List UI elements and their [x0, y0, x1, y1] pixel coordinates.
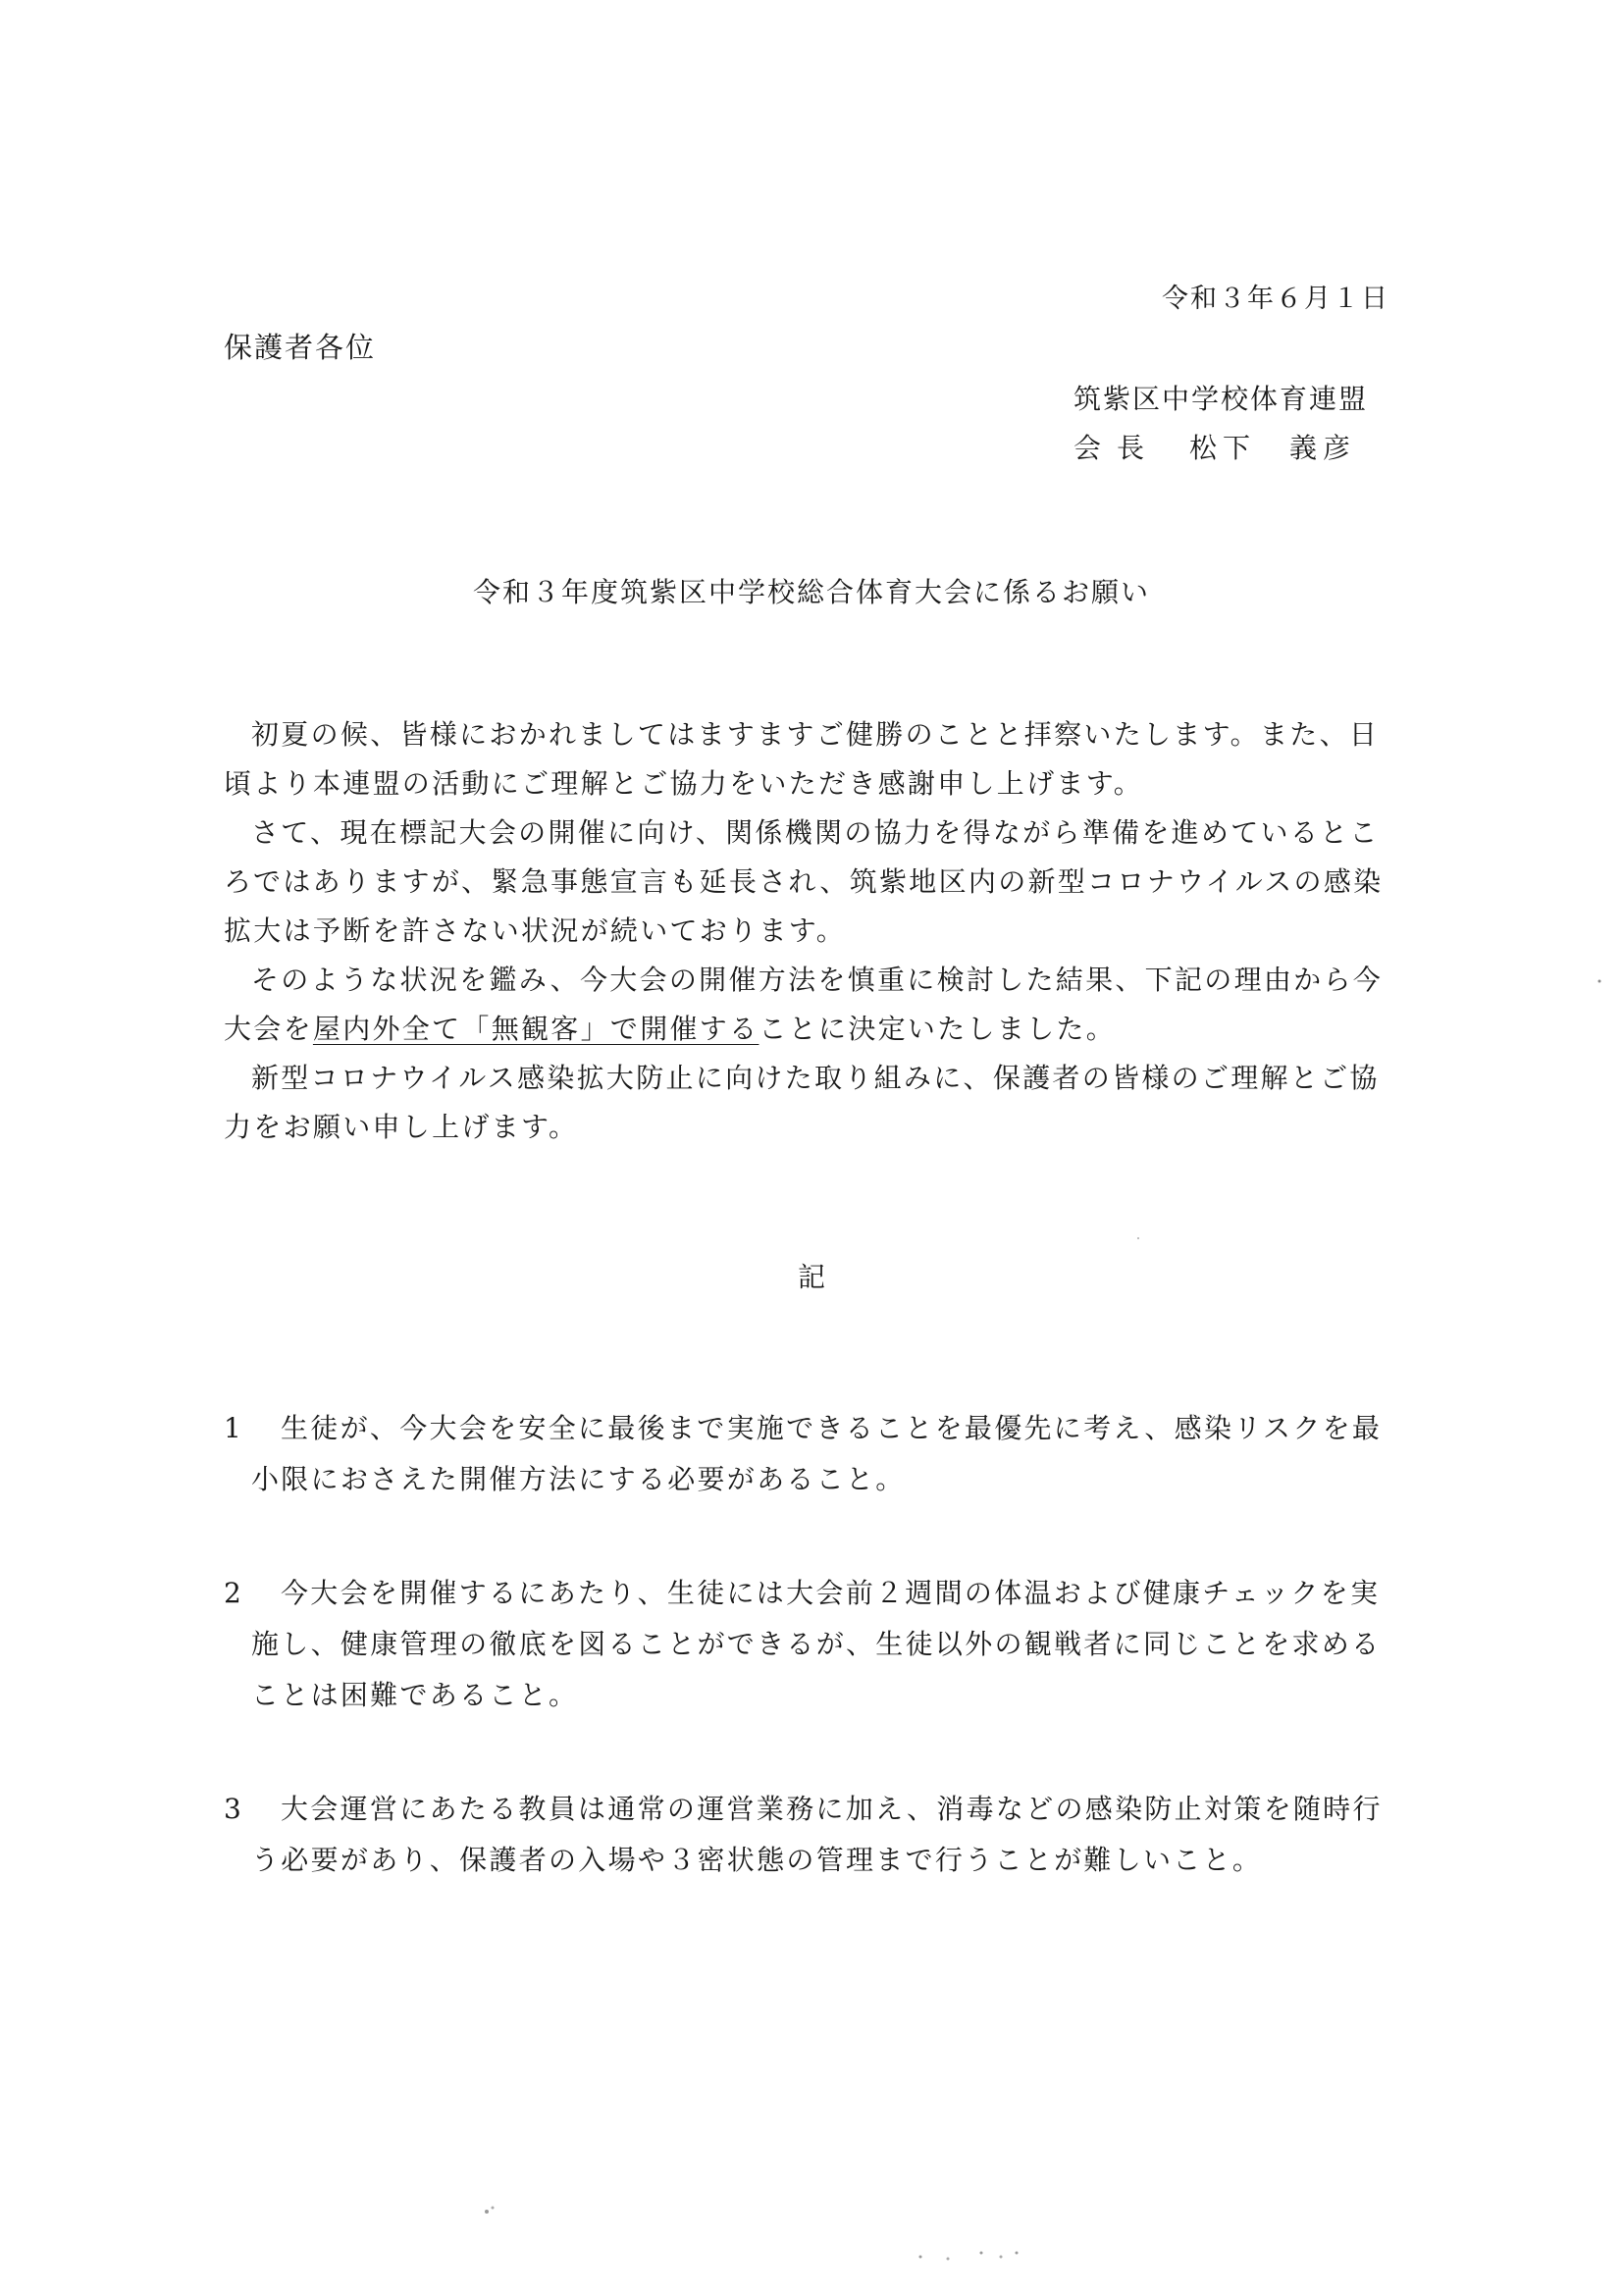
body-text [224, 710, 1391, 1152]
document-date: 令和３年６月１日 [1162, 284, 1389, 314]
list-item [224, 1784, 1391, 1886]
list-item [224, 1568, 1391, 1721]
body-paragraph-request: 新型コロナウイルス感染拡大防止に向けた取り組みに、保護者の皆様のご理解とご協力をお願い申し上げます。 [224, 1062, 1380, 1143]
list-item-text: 大会運営にあたる教員は通常の運営業務に加え、消毒などの感染防止対策を随時行う必要があり、保護者の入場や３密状態の管理まで行うことが難しいこと。 [251, 1793, 1383, 1876]
body-paragraph-greeting: 初夏の候、皆様におかれましてはますますご健勝のことと拝察いたします。また、日頃より本連盟の活動にご理解とご協力をいただき感謝申し上げます。 [224, 718, 1380, 800]
body-paragraph-situation: さて、現在標記大会の開催に向け、関係機関の協力を得ながら準備を進めているところではありますが、緊急事態宣言も延長され、筑紫地区内の新型コロナウイルスの感染拡大は予断を許さない状況が続いております。 [224, 816, 1384, 947]
sender-role: 会長 [1073, 432, 1161, 464]
decision-underlined-text: 屋内外全て「無観客」で開催する [312, 1013, 759, 1045]
list-item-number: 2 [224, 1577, 244, 1609]
list-item [224, 1403, 1391, 1505]
sender-block [1073, 375, 1368, 473]
list-item-number: 1 [224, 1412, 244, 1444]
sender-organization: 筑紫区中学校体育連盟 [1073, 383, 1369, 415]
list-item-text: 今大会を開催するにあたり、生徒には大会前２週間の体温および健康チェックを実施し、健康管理の徹底を図ることができるが、生徒以外の観戦者に同じことを求めることは困難であること。 [251, 1577, 1382, 1711]
list-item-number: 3 [224, 1793, 244, 1825]
body-paragraph-decision [224, 956, 1391, 1054]
ki-heading: 記 [797, 1261, 825, 1293]
sender-chair-line [1073, 424, 1368, 473]
decision-text-after: ことに決定いたしました。 [759, 1013, 1117, 1045]
document-title: 令和３年度筑紫区中学校総合体育大会に係るお願い [472, 576, 1150, 608]
recipient-line: 保護者各位 [224, 331, 377, 364]
decision-text-before: そのような状況を鑑み、今大会の開催方法を慎重に検討した結果、下記の理由から今大会を [224, 964, 1384, 1045]
reason-list [224, 1403, 1391, 1949]
list-item-text: 生徒が、今大会を安全に最後まで実施できることを最優先に考え、感染リスクを最小限におさえた開催方法にする必要があること。 [251, 1412, 1383, 1495]
sender-name: 松下 義彦 [1189, 432, 1357, 464]
